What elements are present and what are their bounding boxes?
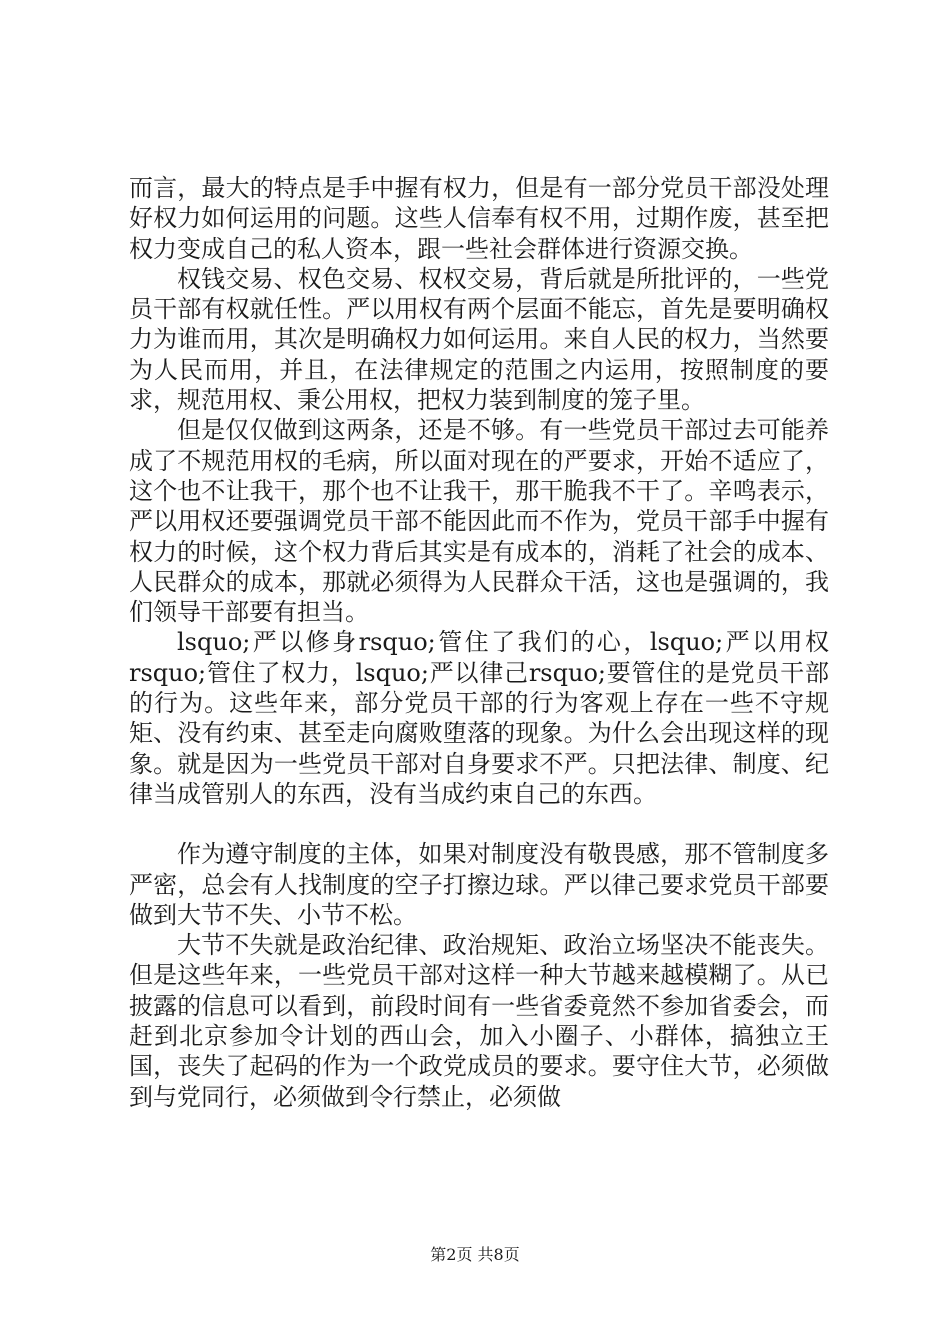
paragraph: 大节不失就是政治纪律、政治规矩、政治立场坚决不能丧失。但是这些年来，一些党员干部对这样一种大节越来越模糊了。从已披露的信息可以看到，前段时间有一些省委竟然不参加省委会，而赶到北京参加令计划的西山会，加入小圈子、小群体，搞独立王国，丧失了起码的作为一个政党成员的要求。要守住大节，必须做到与党同行，必须做到令行禁止，必须做	[129, 931, 829, 1111]
paragraph: 作为遵守制度的主体，如果对制度没有敬畏感，那不管制度多严密，总会有人找制度的空子打擦边球。严以律己要求党员干部要做到大节不失、小节不松。	[129, 840, 829, 929]
paragraph: lsquo;严以修身rsquo;管住了我们的心，lsquo;严以用权rsquo;管住了权力，lsquo;严以律己rsquo;要管住的是党员干部的行为。这些年来，部分党员干部的行为客观上存在一些不守规矩、没有约束、甚至走向腐败堕落的现象。为什么会出现这样的现象。就是因为一些党员干部对自身要求不严。只把法律、制度、纪律当成管别人的东西，没有当成约束自己的东西。	[129, 628, 829, 808]
paragraph: 但是仅仅做到这两条，还是不够。有一些党员干部过去可能养成了不规范用权的毛病，所以面对现在的严要求，开始不适应了，这个也不让我干，那个也不让我干，那干脆我不干了。辛鸣表示，严以用权还要强调党员干部不能因此而不作为，党员干部手中握有权力的时候，这个权力背后其实是有成本的，消耗了社会的成本、人民群众的成本，那就必须得为人民群众干活，这也是强调的，我们领导干部要有担当。	[129, 416, 829, 627]
page-number-footer: 第2页 共8页	[430, 1245, 520, 1264]
paragraph-continuation: 而言，最大的特点是手中握有权力，但是有一部分党员干部没处理好权力如何运用的问题。这些人信奉有权不用，过期作废，甚至把权力变成自己的私人资本，跟一些社会群体进行资源交换。	[129, 174, 829, 263]
paragraph: 权钱交易、权色交易、权权交易，背后就是所批评的，一些党员干部有权就任性。严以用权有两个层面不能忘，首先是要明确权力为谁而用，其次是明确权力如何运用。来自人民的权力，当然要为人民而用，并且，在法律规定的范围之内运用，按照制度的要求，规范用权、秉公用权，把权力装到制度的笼子里。	[129, 264, 829, 415]
document-body	[129, 173, 829, 1112]
